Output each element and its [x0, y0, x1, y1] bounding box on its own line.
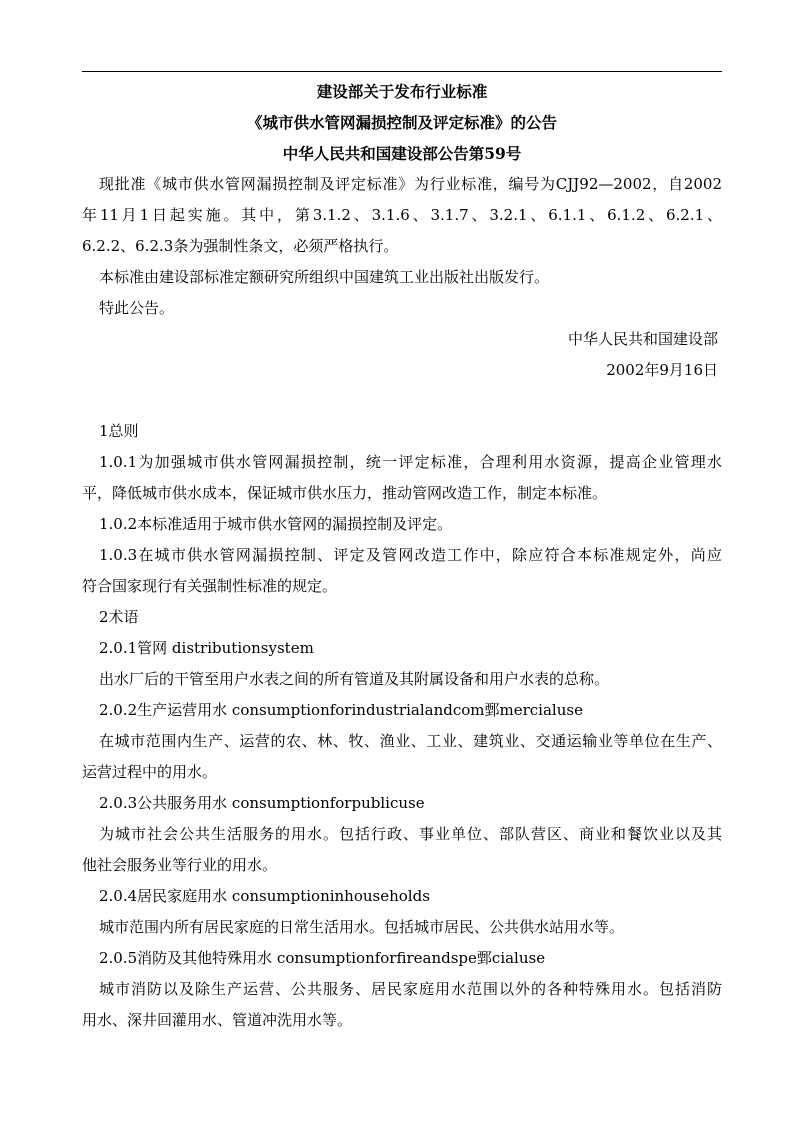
clause-1-0-3-line2: 符合国家现行有关强制性标准的规定。 — [82, 577, 338, 595]
term-2-0-1-definition: 出水厂后的干管至用户水表之间的所有管道及其附属设备和用户水表的总称。 — [99, 670, 610, 688]
doc-title-line2: 《城市供水管网漏损控制及评定标准》的公告 — [246, 113, 557, 132]
term-2-0-2-definition-line2: 运营过程中的用水。 — [82, 763, 218, 781]
term-2-0-5-definition-line1: 城市消防以及除生产运营、公共服务、居民家庭用水范围以外的各种特殊用水。包括消防 — [99, 980, 722, 998]
announcement-p3: 特此公告。 — [99, 299, 175, 317]
term-2-0-3-definition-line1: 为城市社会公共生活服务的用水。包括行政、事业单位、部队营区、商业和餐饮业以及其 — [99, 825, 722, 843]
announcement-p2: 本标准由建设部标准定额研究所组织中国建筑工业出版社出版发行。 — [99, 268, 550, 286]
clause-1-0-1-line1: 1.0.1为加强城市供水管网漏损控制，统一评定标准，合理利用水资源，提高企业管理水 — [99, 453, 722, 471]
header-rule — [82, 71, 722, 72]
clause-1-0-3-line1: 1.0.3在城市供水管网漏损控制、评定及管网改造工作中，除应符合本标准规定外，尚应 — [99, 546, 722, 564]
announcement-p1-line3: 6.2.2、6.2.3条为强制性条文，必须严格执行。 — [82, 237, 399, 255]
section-2-heading: 2术语 — [99, 608, 139, 626]
clause-1-0-1-line2: 平，降低城市供水成本，保证城市供水压力，推动管网改造工作，制定本标准。 — [82, 484, 608, 502]
signature: 中华人民共和国建设部 — [567, 330, 718, 348]
doc-title-line3: 中华人民共和国建设部公告第59号 — [282, 144, 522, 163]
date: 2002年9月16日 — [606, 361, 718, 379]
term-2-0-5: 2.0.5消防及其他特殊用水 consumptionforfireandspe鄄cialuse — [99, 949, 546, 967]
section-gap — [82, 386, 722, 416]
term-2-0-1: 2.0.1管网 distributionsystem — [99, 639, 314, 657]
term-2-0-5-definition-line2: 用水、深井回灌用水、管道冲洗用水等。 — [82, 1011, 353, 1029]
term-2-0-2: 2.0.2生产运营用水 consumptionforindustrialandcom鄄mercialuse — [99, 701, 583, 719]
document-body — [82, 76, 722, 1036]
term-2-0-3-definition-line2: 他社会服务业等行业的用水。 — [82, 856, 278, 874]
term-2-0-4-definition: 城市范围内所有居民家庭的日常生活用水。包括城市居民、公共供水站用水等。 — [99, 918, 625, 936]
term-2-0-4: 2.0.4居民家庭用水 consumptioninhouseholds — [99, 887, 430, 905]
announcement-p1-line2: 年11月1日起实施。其中，第3.1.2、3.1.6、3.1.7、3.2.1、6.1.1、6.1.2、6.2.1、 — [82, 206, 722, 224]
doc-title-line1: 建设部关于发布行业标准 — [316, 82, 488, 101]
announcement-p1-line1: 现批准《城市供水管网漏损控制及评定标准》为行业标准，编号为CJJ92—2002，自2002 — [99, 175, 722, 193]
term-2-0-2-definition-line1: 在城市范围内生产、运营的农、林、牧、渔业、工业、建筑业、交通运输业等单位在生产、 — [99, 732, 722, 750]
term-2-0-3: 2.0.3公共服务用水 consumptionforpublicuse — [99, 794, 425, 812]
section-1-heading: 1总则 — [99, 422, 139, 440]
clause-1-0-2: 1.0.2本标准适用于城市供水管网的漏损控制及评定。 — [99, 515, 453, 533]
